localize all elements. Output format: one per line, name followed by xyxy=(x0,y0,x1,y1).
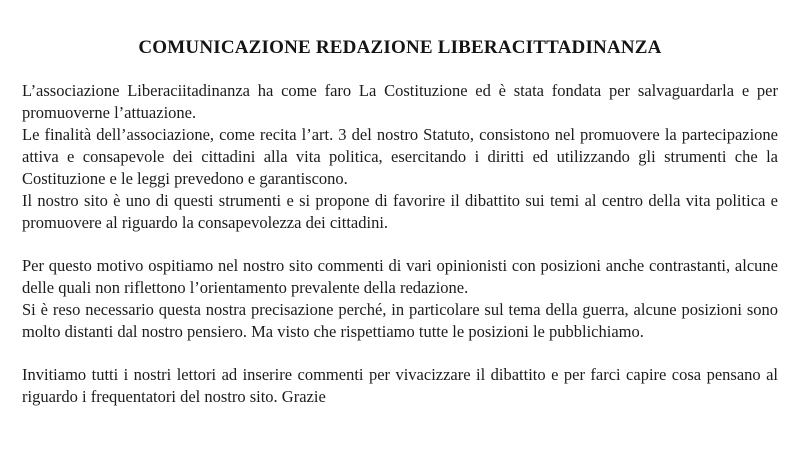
paragraph-group-1 xyxy=(22,80,778,234)
document-paragraph: Invitiamo tutti i nostri lettori ad inserire commenti per vivacizzare il dibattito e per farci capire cosa pensano al riguardo i frequentatori del nostro sito. Grazie xyxy=(22,365,778,406)
document-title: COMUNICAZIONE REDAZIONE LIBERACITTADINANZA xyxy=(138,37,662,58)
document-paragraph: Il nostro sito è uno di questi strumenti e si propone di favorire il dibattito sui temi al centro della vita politica e promuovere al riguardo la consapevolezza dei cittadini. xyxy=(22,191,778,232)
document-paragraph: Si è reso necessario questa nostra precisazione perché, in particolare sul tema della guerra, alcune posizioni sono molto distanti dal nostro pensiero. Ma visto che rispettiamo tutte le posizioni le pubblichiamo. xyxy=(22,300,778,341)
document-paragraph: Le finalità dell’associazione, come recita l’art. 3 del nostro Statuto, consistono nel promuovere la partecipazione attiva e consapevole dei cittadini alla vita politica, esercitando i diritti ed utilizzando gli strumenti che la Costituzione e le leggi prevedono e garantiscono. xyxy=(22,125,778,188)
paragraph-group-3 xyxy=(22,364,778,408)
document-paragraph: L’associazione Liberaciitadinanza ha come faro La Costituzione ed è stata fondata per salvaguardarla e per promuoverne l’attuazione. xyxy=(22,81,778,122)
document-paragraph: Per questo motivo ospitiamo nel nostro sito commenti di vari opinionisti con posizioni anche contrastanti, alcune delle quali non riflettono l’orientamento prevalente della redazione. xyxy=(22,256,778,297)
paragraph-group-2 xyxy=(22,255,778,343)
